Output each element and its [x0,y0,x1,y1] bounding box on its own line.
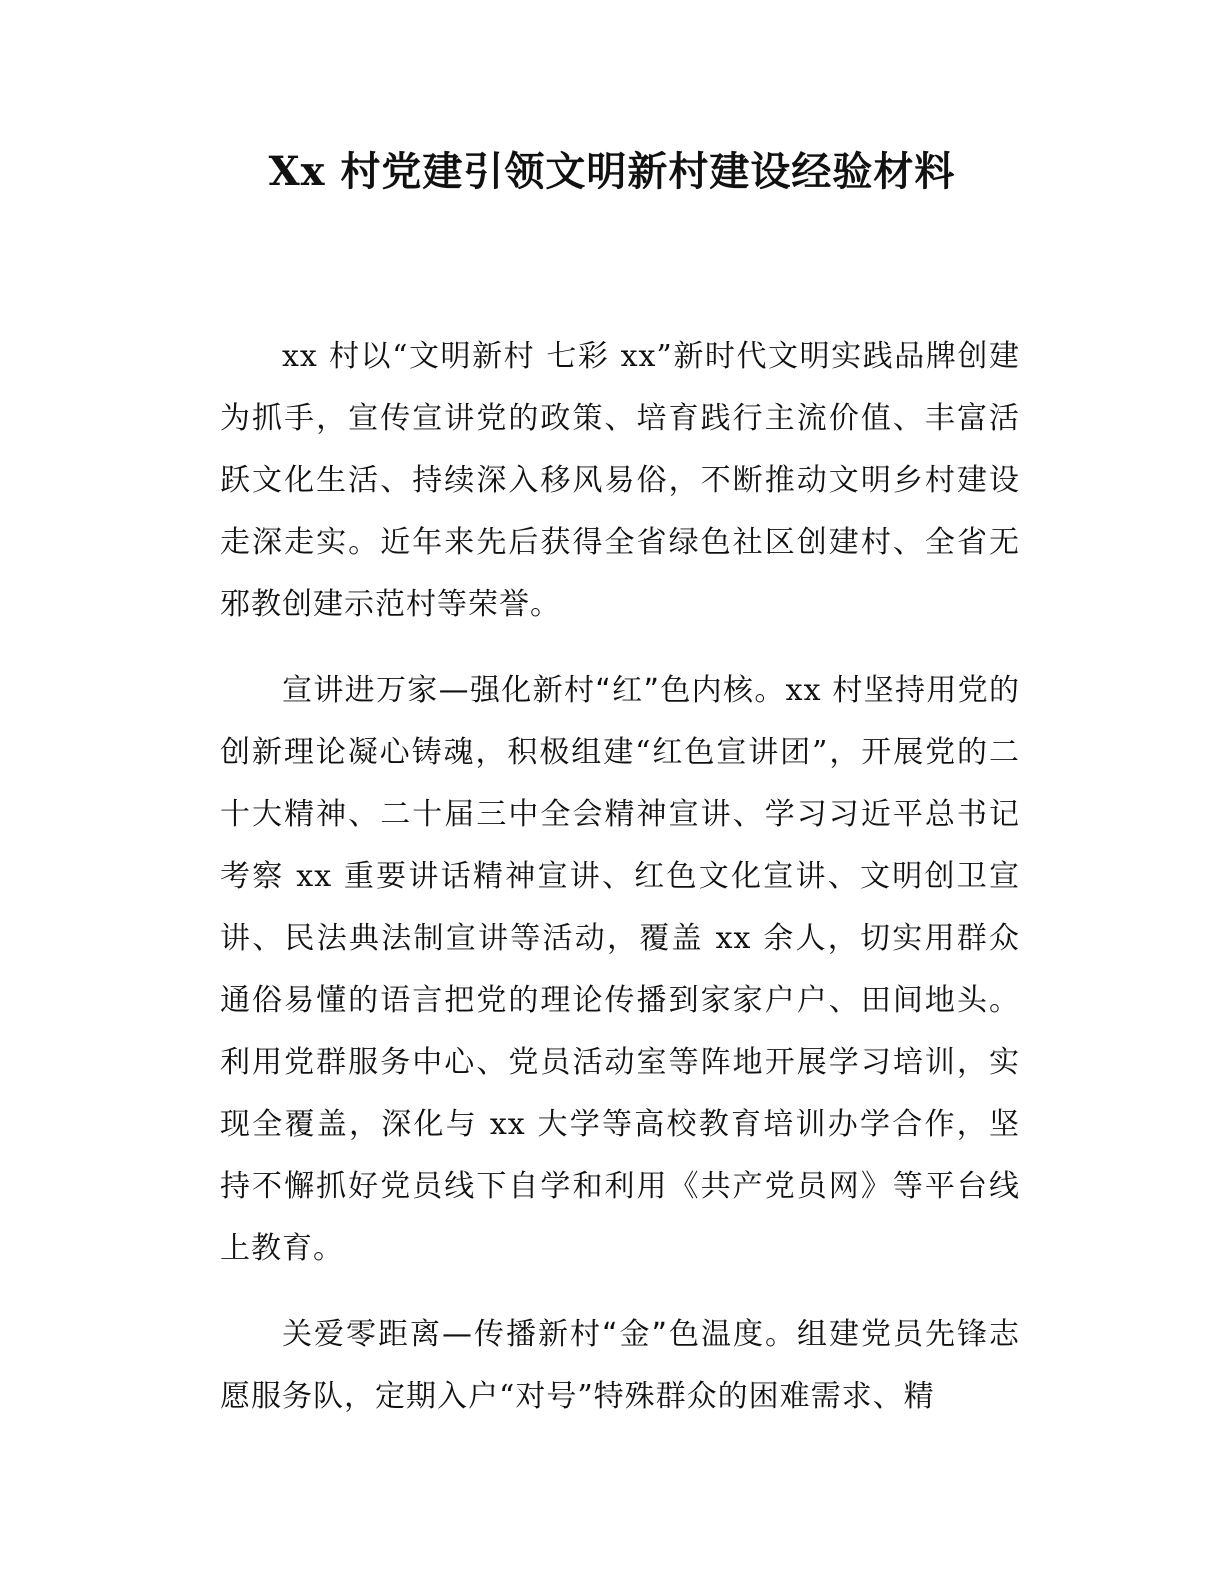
section-heading: 宣讲进万家—强化新村“红”色内核。 [282,673,786,708]
paragraph-text: xx 村坚持用党的创新理论凝心铸魂，积极组建“红色宣讲团”，开展党的二十大精神、二十届三中全会精神宣讲、学习习近平总书记考察 xx 重要讲话精神宣讲、红色文化宣讲、文明创卫宣讲、民法典法制宣讲等活动，覆盖 xx 余人，切实用群众通俗易懂的语言把党的理论传播到家家户户、田间地头。利用党群服务中心、党员活动室等阵地开展学习培训，实现全覆盖，深化与 xx 大学等高校教育培训办学合作，坚持不懈抓好党员线下自学和利用《共产党员网》等平台线上教育。 [220,673,1020,1266]
paragraph-text: 组建党员先锋志愿服务队，定期入户“对号”特殊群众的困难需求、精 [220,1317,1020,1414]
section-paragraph-gold [220,1304,1020,1428]
document-body [220,326,1020,1452]
section-heading: 关爱零距离—传播新村“金”色温度。 [282,1317,798,1352]
document-title: Xx 村党建引领文明新村建设经验材料 [268,148,956,195]
paragraph-text: xx 村以“文明新村 七彩 xx”新时代文明实践品牌创建为抓手，宣传宣讲党的政策、培育践行主流价值、丰富活跃文化生活、持续深入移风易俗，不断推动文明乡村建设走深走实。近年来先后获得全省绿色社区创建村、全省无邪教创建示范村等荣誉。 [220,339,1020,622]
section-paragraph-red [220,660,1020,1280]
intro-paragraph [220,326,1020,636]
